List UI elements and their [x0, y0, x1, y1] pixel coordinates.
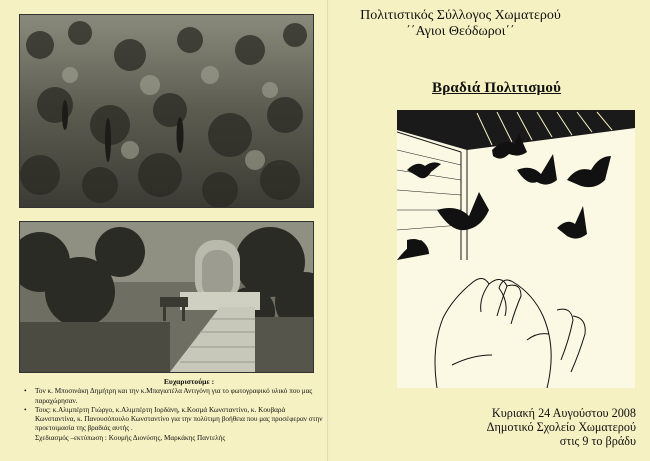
organization-header: [338, 8, 583, 40]
design-credit: Σχεδιασμός –εκτύπωση : Κουμής Διονύσης, Μαρκάκης Παντελής: [35, 433, 226, 442]
event-title: Βραδιά Πολιτισμού: [432, 80, 562, 96]
event-time: στις 9 το βράδυ: [559, 434, 636, 448]
acknowledgements: [24, 377, 324, 443]
page-fold: [327, 0, 329, 461]
event-venue: Δημοτικό Σχολείο Χωματερού: [486, 420, 636, 434]
organization-subtitle: ΄΄Αγιοι Θεόδωροι΄΄: [406, 24, 515, 39]
hillside-photo: [19, 14, 314, 208]
thanks-list: [24, 387, 324, 433]
thanks-item: • Τον κ. Μποσινάκη Δημήτρη και την κ.Μπαγιατέλα Αντιγόνη για το φωτογραφικό υλικό που μας παραχώρησαν.: [24, 387, 324, 406]
event-info: [487, 406, 636, 448]
doves-hands-illustration: [397, 110, 635, 388]
organization-name: Πολιτιστικός Σύλλογος Χωματερού: [360, 8, 561, 23]
thanks-item: • Τους: κ.Αλιμπέρτη Γιώργο, κ.Αλιμπέρτη Ιορδάνη, κ.Κοσμά Κωνσταντίνο, κ. Κουβαρά Κωνσταντίνα, κ. Πανουσόπουλο Κωνσταντίνο για την πολύτιμη βοήθεια που μας προσέφεραν στην προετοιμασία της βραδιάς αυτής .: [24, 406, 324, 434]
event-date: Κυριακή 24 Αυγούστου 2008: [491, 406, 636, 420]
memorial-photo: [19, 221, 314, 373]
thanks-title: Ευχαριστούμε :: [163, 377, 215, 386]
